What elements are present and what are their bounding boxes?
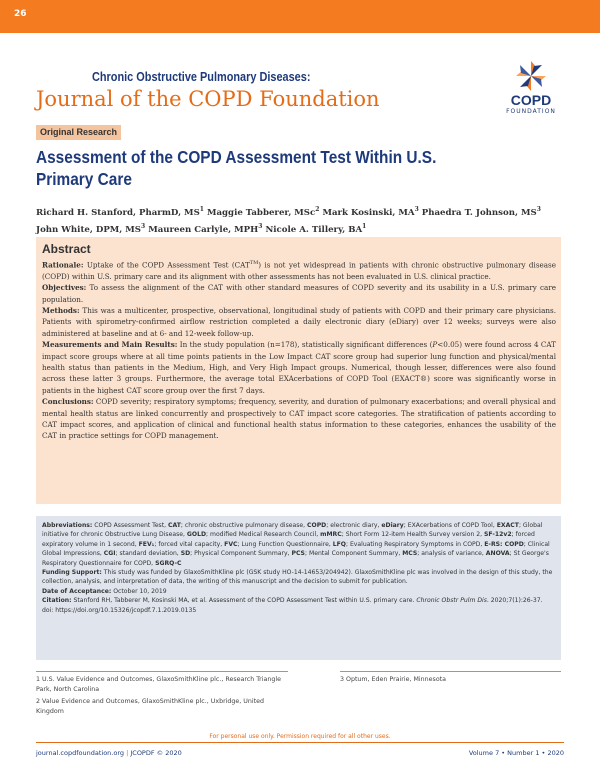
abbreviation-term: GOLD [186, 531, 207, 539]
abbreviation-term: EXACT [496, 522, 519, 529]
abbreviation-term: MCS [402, 550, 418, 558]
article-type-tag: Original Research [36, 125, 121, 140]
footnote-affiliation-3: 3 Optum, Eden Prairie, Minnesota [340, 676, 446, 683]
footer-left: journal.copdfoundation.org | JCOPDF © 2020 [36, 749, 182, 757]
logo-text: COPD [510, 92, 552, 108]
abstract-heading: Abstract [42, 242, 91, 256]
abbreviations: Abbreviations: COPD Assessment Test, CAT; chronic obstructive pulmonary disease, COPD; electronic diary, eDiary; EXAcerbations of COPD Tool, EXACT; Global initiative for chronic Obstructive Lung Disease, GOLD; modified Medical Research Council, mMRC; Short Form 12-item Health Survey version 2, SF-12v2; forced expiratory volume in 1 second, FEV₁; forced vital capacity, FVC; Lung Function Questionnaire, LFQ; Evaluating Respiratory Symptoms in COPD, E-RS: COPD; Clinical Global Impressions, CGI; standard deviation, SD; Physical Component Summary, PCS; Mental Component Summary, MCS; analysis of variance, ANOVA; St George's Respiratory Questionnaire for COPD, SGRQ-C [42, 522, 550, 567]
abbreviation-term: PCS [291, 550, 305, 558]
abbreviation-term: CAT [168, 522, 181, 529]
copyright: JCOPDF © 2020 [130, 749, 182, 757]
footnote-affiliation-1: 1 U.S. Value Evidence and Outcomes, GlaxoSmithKline plc., Research Triangle Park, North Carolina [36, 676, 281, 693]
article-info-box [36, 516, 561, 660]
logo-subtext: FOUNDATION [506, 108, 556, 115]
abstract-methods: Methods: This was a multicenter, prospective, observational, longitudinal study of patients with COPD and their primary care physicians. Patients with spirometry-confirmed airflow restriction completed a daily electronic diary (eDiary) over 12 weeks; surveys were also administered at baseline and at 6- and 12-week follow-up. [42, 306, 556, 338]
abbreviation-term: LFQ [332, 540, 346, 548]
abstract-objectives: Objectives: To assess the alignment of the CAT with other standard measures of COPD severity and its usability in a U.S. primary care population. [42, 283, 556, 304]
acceptance-date: Date of Acceptance: October 10, 2019 [42, 587, 167, 595]
author: John White, DPM, MS [36, 224, 142, 235]
abbreviation-term: COPD [307, 522, 327, 529]
footnote-affiliation-2: 2 Value Evidence and Outcomes, GlaxoSmithKline plc., Uxbridge, United Kingdom [36, 698, 264, 715]
author: Nicole A. Tillery, BA [265, 224, 363, 235]
journal-website-link[interactable]: journal.copdfoundation.org [36, 749, 125, 757]
footnote-rule-left [36, 671, 288, 672]
copd-foundation-logo [500, 60, 562, 122]
abbreviation-term: FVC [224, 540, 238, 548]
abbreviation-term: E-RS: COPD [484, 540, 524, 548]
abbreviation-term: SGRQ-C [155, 559, 182, 567]
author: Maggie Tabberer, MSc [206, 207, 316, 218]
journal-title: Journal of the COPD Foundation [36, 87, 380, 111]
funding-support: Funding Support: This study was funded by GlaxoSmithKline plc (GSK study HO-14-14653/204942). GlaxoSmithKline plc was involved in the design of this study, the collection, analysis, and interpretation of data, the writing of this manuscript and the decision to submit for publication. [42, 569, 553, 586]
citation: Citation: Stanford RH, Tabberer M, Kosinski MA, et al. Assessment of the COPD Assessment Test within U.S. primary care. Chronic Obstr Pulm Dis. 2020;7(1):26-37. doi: https://doi.org/10.15326/jcopdf.7.1.2019.0135 [42, 597, 543, 614]
author: Mark Kosinski, MA [322, 207, 415, 218]
abstract-box [36, 237, 561, 504]
pinwheel-icon [500, 60, 562, 94]
article-title: Assessment of the COPD Assessment Test Within U.S. Primary Care [36, 147, 437, 189]
journal-subtitle: Chronic Obstructive Pulmonary Diseases: [92, 69, 311, 84]
abbreviation-term: FEV₁ [138, 540, 155, 548]
author: Richard H. Stanford, PharmD, MS [36, 207, 200, 218]
permission-notice: For personal use only. Permission required for all other uses. [209, 733, 391, 740]
abbreviation-term: SF-12v2 [484, 531, 512, 539]
abbreviation-term: ANOVA [485, 550, 510, 558]
footnote-rule-right [340, 671, 561, 672]
abbreviation-term: SD [180, 550, 191, 558]
abstract-conclusions: Conclusions: COPD severity; respiratory symptoms; frequency, severity, and duration of pulmonary exacerbations; and overall physical and mental health status are linked concurrently and prospectively to CAT impact score categories. The stratification of patients according to CAT impact scores, and application of clinical and functional health status information to these categories, enhances the usability of the CAT in practice settings for COPD management. [42, 397, 556, 441]
abstract-results: Measurements and Main Results: In the study population (n=178), statistically significant differences (P<0.05) were found across 4 CAT impact score groups where at all time points patients in the Low Impact CAT score group had superior lung function and physical/mental health status than patients in the Medium, High, and Very High Impact groups. Numerical, though lesser, differences were also found across these latter 3 groups. Furthermore, the average total EXAcerbations of COPD Tool (EXACT®) score was significantly worse in patients in the highest CAT score group over the first 7 days. [42, 340, 556, 395]
author: Maureen Carlyle, MPH [148, 224, 259, 235]
volume-info: Volume 7 • Number 1 • 2020 [468, 749, 564, 757]
footer-rule [36, 742, 564, 743]
author-list: Richard H. Stanford, PharmD, $MS^1$ Maggie Tabberer, MSc$^2$ Mark Kosinski, $MA^3$ Phaedra T. Johnson, $MS^3$ John White, DPM, $MS^3$ Maureen Carlyle, MPH$^3$ Nicole A. Tillery, $BA^1$ [36, 206, 541, 235]
top-banner [0, 0, 600, 33]
abbreviation-term: mMRC [320, 531, 342, 539]
abbreviation-term: eDiary [381, 522, 404, 529]
abstract-rationale: Rationale: Uptake of the COPD Assessment Test (CAT™) is not yet widespread in patients with chronic obstructive pulmonary disease (COPD) within U.S. primary care and its alignment with other assessments has not been evaluated in U.S. clinical practice. [42, 260, 557, 281]
author: Phaedra T. Johnson, MS [421, 207, 537, 218]
abbreviation-term: CGI [103, 550, 116, 558]
page-number: 26 [14, 9, 27, 19]
